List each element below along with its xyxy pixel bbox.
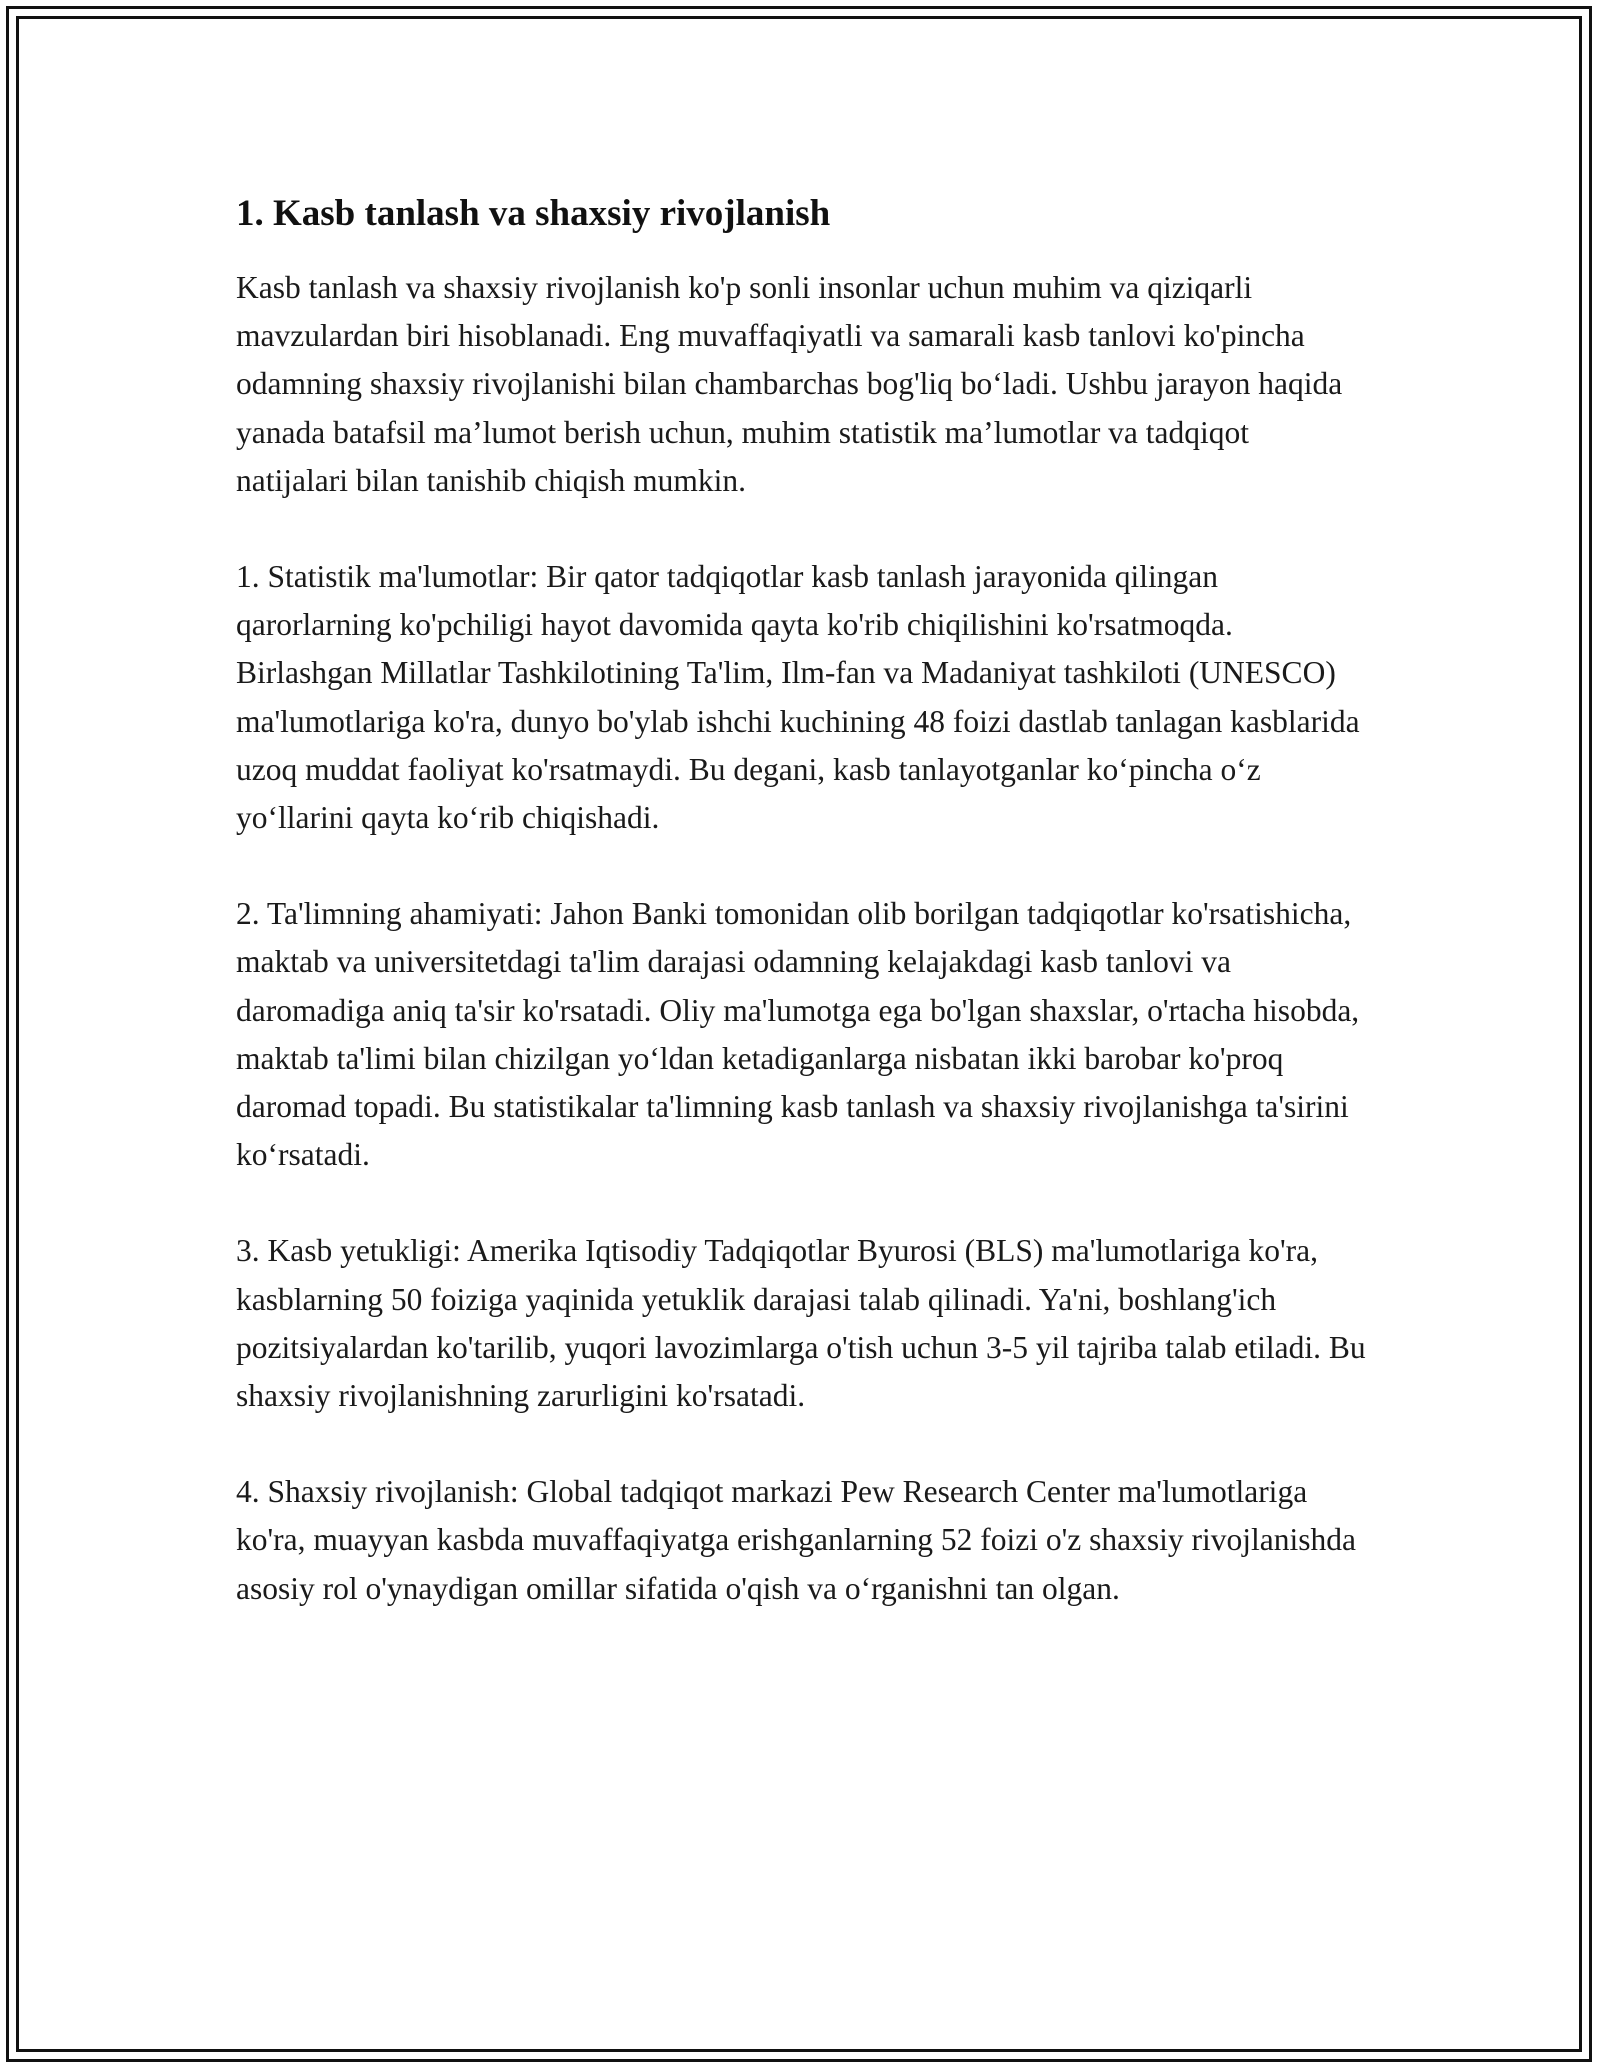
document-body xyxy=(236,186,1366,1661)
education-paragraph: 2. Ta'limning ahamiyati: Jahon Banki tomonidan olib borilgan tadqiqotlar ko'rsatishicha, maktab va universitetdagi ta'lim darajasi odamning kelajakdagi kasb tanlovi va daromadiga aniq ta'sir ko'rsatadi. Oliy ma'lumotga ega bo'lgan shaxslar, o'rtacha hisobda, maktab ta'limi bilan chizilgan yo‘ldan ketadiganlarga nisbatan ikki barobar ko'proq daromad topadi. Bu statistikalar ta'limning kasb tanlash va shaxsiy rivojlanishga ta'sirini ko‘rsatadi. xyxy=(236,896,1360,1173)
personal-development-paragraph: 4. Shaxsiy rivojlanish: Global tadqiqot markazi Pew Research Center ma'lumotlariga ko'ra, muayyan kasbda muvaffaqiyatga erishganlarning 52 foizi o'z shaxsiy rivojlanishda asosiy rol o'ynaydigan omillar sifatida o'qish va o‘rganishni tan olgan. xyxy=(236,1474,1356,1606)
document-title: 1. Kasb tanlash va shaxsiy rivojlanish xyxy=(236,193,831,234)
statistics-paragraph: 1. Statistik ma'lumotlar: Bir qator tadqiqotlar kasb tanlash jarayonida qilingan qarorlarning ko'pchiligi hayot davomida qayta ko'rib chiqilishini ko'rsatmoqda. Birlashgan Millatlar Tashkilotining Ta'lim, Ilm-fan va Madaniyat tashkiloti (UNESCO) ma'lumotlariga ko'ra, dunyo bo'ylab ishchi kuchining 48 foizi dastlab tanlagan kasblarida uzoq muddat faoliyat ko'rsatmaydi. Bu degani, kasb tanlayotganlar ko‘pincha o‘z yo‘llarini qayta ko‘rib chiqishadi. xyxy=(236,559,1360,836)
career-maturity-paragraph: 3. Kasb yetukligi: Amerika Iqtisodiy Tadqiqotlar Byurosi (BLS) ma'lumotlariga ko'ra, kasblarning 50 foiziga yaqinida yetuklik darajasi talab qilinadi. Ya'ni, boshlang'ich pozitsiyalardan ko'tarilib, yuqori lavozimlarga o'tish uchun 3-5 yil tajriba talab etiladi. Bu shaxsiy rivojlanishning zarurligini ko'rsatadi. xyxy=(236,1233,1366,1414)
intro-paragraph: Kasb tanlash va shaxsiy rivojlanish ko'p sonli insonlar uchun muhim va qiziqarli mavzulardan biri hisoblanadi. Eng muvaffaqiyatli va samarali kasb tanlovi ko'pincha odamning shaxsiy rivojlanishi bilan chambarchas bog'liq bo‘ladi. Ushbu jarayon haqida yanada batafsil ma’lumot berish uchun, muhim statistik ma’lumotlar va tadqiqot natijalari bilan tanishib chiqish mumkin. xyxy=(236,270,1343,498)
